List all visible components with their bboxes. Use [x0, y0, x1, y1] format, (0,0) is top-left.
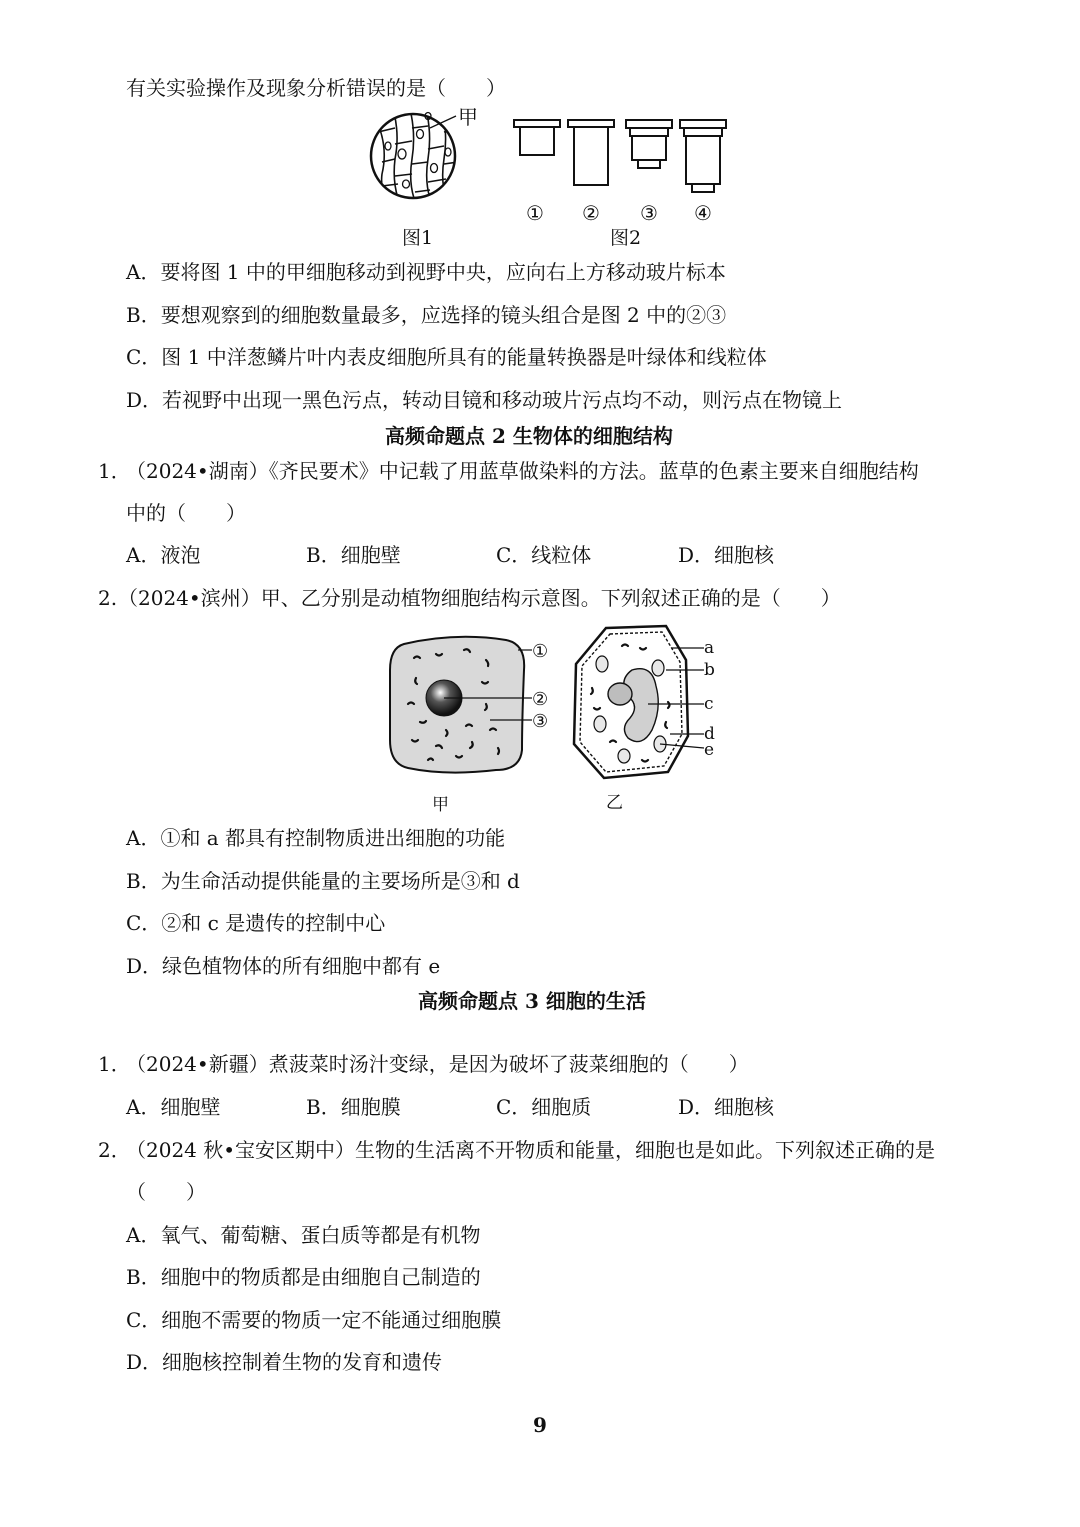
plant-caption: 乙: [606, 793, 623, 813]
section-2-title: 高频命题点 2 生物体的细胞结构: [385, 424, 673, 448]
s2-q2-stem: （2024•滨州）甲、乙分别是动植物细胞结构示意图。下列叙述正确的是（ ）: [118, 586, 841, 610]
question-stem: 有关实验操作及现象分析错误的是（ ）: [126, 76, 506, 100]
s2-q2-option-c[interactable]: C．②和 c 是遗传的控制中心: [126, 911, 386, 935]
option-c[interactable]: C．图 1 中洋葱鳞片叶内表皮细胞所具有的能量转换器是叶绿体和线粒体: [126, 345, 767, 369]
s3-q2-option-a[interactable]: A．氧气、葡萄糖、蛋白质等都是有机物: [126, 1223, 481, 1247]
s3-q1-option-d[interactable]: D．细胞核: [678, 1095, 775, 1119]
s3-q2-stem-line2: （ ）: [126, 1180, 206, 1204]
option-d[interactable]: D．若视野中出现一黑色污点，转动目镜和移动玻片污点均不动，则污点在物镜上: [126, 388, 843, 412]
s2-q1-option-d[interactable]: D．细胞核: [678, 543, 775, 567]
s2-q1-number: 1．: [98, 459, 131, 483]
animal-caption: 甲: [432, 795, 449, 815]
s3-q2-option-c[interactable]: C．细胞不需要的物质一定不能通过细胞膜: [126, 1308, 502, 1332]
s2-q2-option-a[interactable]: A．①和 a 都具有控制物质进出细胞的功能: [126, 826, 506, 850]
cell-membrane-plant: [580, 632, 682, 772]
s2-q1-option-c[interactable]: C．线粒体: [496, 543, 592, 567]
plant-label-c: c: [704, 694, 714, 714]
section-3-title: 高频命题点 3 细胞的生活: [418, 989, 646, 1013]
s3-q1-option-b[interactable]: B．细胞膜: [306, 1095, 401, 1119]
plant-label-d: d: [704, 724, 715, 744]
s2-q2-option-b[interactable]: B．为生命活动提供能量的主要场所是③和 d: [126, 869, 520, 893]
lens-label-2: ②: [582, 201, 600, 225]
s3-q2-option-d[interactable]: D．细胞核控制着生物的发育和遗传: [126, 1350, 443, 1374]
s2-q2-number: 2.: [98, 586, 118, 610]
s3-q1-option-a[interactable]: A．细胞壁: [126, 1095, 221, 1119]
animal-cell-diagram: [386, 630, 556, 814]
figure-1-microscope-view: [368, 104, 488, 254]
figure-2-caption: 图2: [610, 227, 642, 249]
figure-1-caption: 图1: [402, 227, 434, 249]
s3-q2-option-b[interactable]: B．细胞中的物质都是由细胞自己制造的: [126, 1265, 481, 1289]
nucleus-plant: [608, 683, 632, 705]
s3-q1-number: 1．: [98, 1052, 131, 1076]
plant-label-b: b: [704, 660, 715, 680]
plant-label-e: e: [704, 740, 715, 760]
page-number: 9: [533, 1413, 547, 1437]
s2-q1-option-a[interactable]: A．液泡: [126, 543, 201, 567]
lens-label-3: ③: [640, 201, 658, 225]
animal-label-1: ①: [532, 641, 549, 662]
plant-label-a: a: [704, 638, 715, 658]
animal-label-2: ②: [532, 689, 549, 710]
s2-q1-stem-line1: （2024•湖南）《齐民要术》中记载了用蓝草做染料的方法。蓝草的色素主要来自细胞结构: [126, 459, 919, 483]
s2-q1-option-b[interactable]: B．细胞壁: [306, 543, 401, 567]
s3-q1-option-c[interactable]: C．细胞质: [496, 1095, 592, 1119]
s3-q1-stem: （2024•新疆）煮菠菜时汤汁变绿，是因为破坏了菠菜细胞的（ ）: [126, 1052, 749, 1076]
s2-q2-option-d[interactable]: D．绿色植物体的所有细胞中都有 e: [126, 954, 441, 978]
lens-label-1: ①: [526, 201, 544, 225]
s3-q2-number: 2．: [98, 1138, 131, 1162]
figure-2-lenses: [512, 116, 742, 256]
plant-cell-diagram: [570, 624, 740, 814]
option-b[interactable]: B．要想观察到的细胞数量最多，应选择的镜头组合是图 2 中的②③: [126, 303, 727, 327]
label-jia: 甲: [458, 105, 478, 129]
option-a[interactable]: A．要将图 1 中的甲细胞移动到视野中央，应向右上方移动玻片标本: [126, 260, 726, 284]
animal-label-3: ③: [532, 711, 549, 732]
lens-label-4: ④: [694, 201, 712, 225]
s3-q2-stem-line1: （2024 秋•宝安区期中）生物的生活离不开物质和能量，细胞也是如此。下列叙述正确的是: [126, 1138, 936, 1162]
s2-q1-stem-line2: 中的（ ）: [126, 501, 246, 525]
